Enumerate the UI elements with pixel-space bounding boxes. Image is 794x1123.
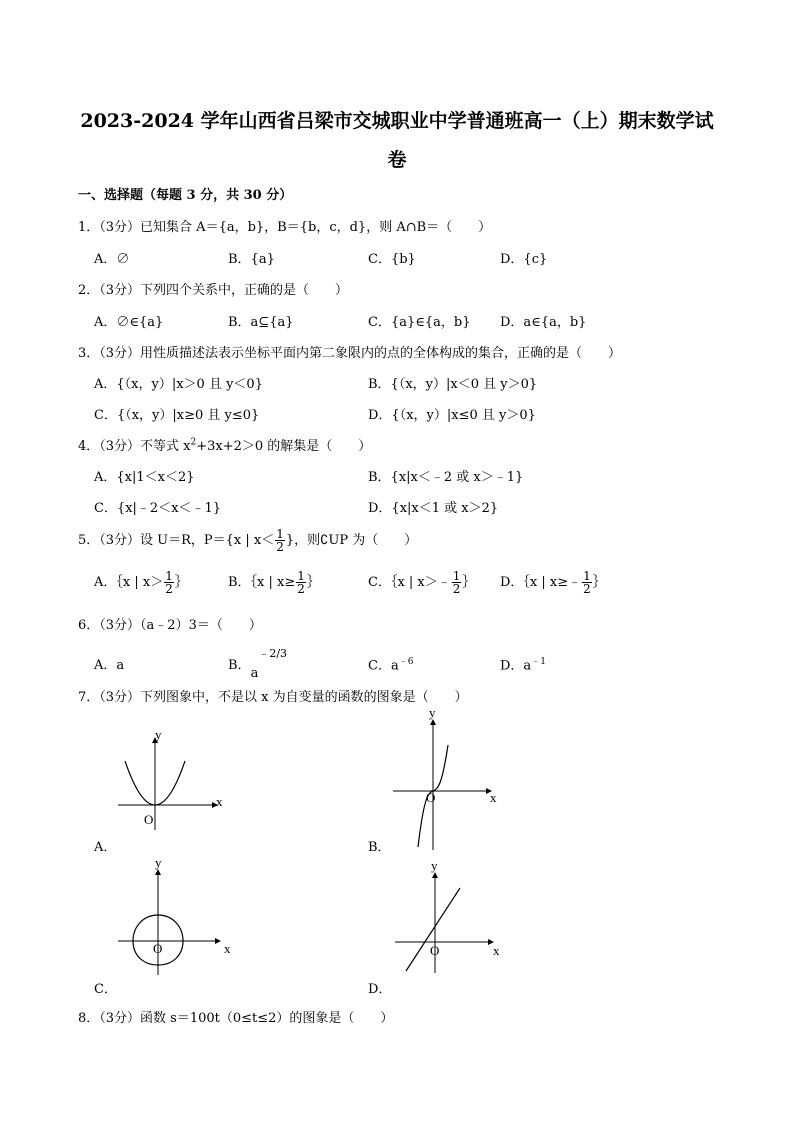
q5-option-text: B．｛x | x≥ [228,575,296,590]
q1-option-b: B．{a} [228,252,275,267]
q7-option-b: B． [368,840,391,855]
fraction-denominator: 2 [297,582,305,596]
q3-option-b: B．{（x，y）|x＜0 且 y＞0} [368,377,538,392]
q1-option-a: A．∅ [94,252,130,267]
line-graph [406,888,460,971]
q7-graph-c [115,855,240,975]
x-axis-label: x [493,943,500,958]
q7-graph-b [388,705,508,850]
q5-option-text: ｝ [462,575,476,590]
q7-option-c: C． [94,982,117,997]
fraction-numerator: 1 [165,569,173,583]
q2-option-c: C．{a}∈{a，b} [368,315,471,330]
x-axis-label: x [216,794,223,809]
fraction-numerator: 1 [452,569,461,583]
fraction [296,570,306,595]
question-4-stem [78,435,371,454]
q5-stem-part: 5．（3分）设 U＝R，P＝{x | x＜ [78,533,275,548]
fraction-denominator: 2 [165,582,173,596]
q5-option-b [228,570,320,595]
q2-option-a: A．∅∈{a} [94,315,164,330]
q3-option-a: A．{（x，y）|x＞0 且 y＜0} [94,377,263,392]
question-5-stem [78,528,417,553]
q5-option-c [368,570,475,595]
q5-option-text: ｝ [174,575,188,590]
x-axis-arrow [215,938,221,944]
q5-option-text: D．｛x | x≥﹣ [500,575,582,590]
origin-label: O [144,812,154,827]
q6-option-text: D．a [500,658,532,674]
fraction-denominator: 2 [276,540,284,554]
q4-exponent: 2 [190,437,197,448]
fraction-numerator: 1 [276,527,284,541]
fraction-numerator: 1 [297,569,305,583]
q6-base: a [250,666,259,681]
q1-option-d: D．{c} [500,252,548,267]
q6-option-text: C．a [368,658,399,674]
q6-option-text: B． [228,658,251,673]
q6-option-b [228,647,288,681]
fraction [582,570,592,595]
fraction-denominator: 2 [452,582,461,596]
question-1-stem: 1．（3分）已知集合 A＝{a，b}，B＝{b，c，d}，则 A∩B＝（ ） [78,220,492,235]
question-3-stem: 3．（3分）用性质描述法表示坐标平面内第二象限内的点的全体构成的集合，正确的是（ ） [78,346,622,361]
q4-stem-part: 4．（3分）不等式 x [78,439,191,454]
q7-option-d: D． [368,982,392,997]
q5-option-text: C．｛x | x＞﹣ [368,575,451,590]
origin-label: O [153,941,163,956]
q3-option-c: C．{（x，y）|x≥0 且 y≤0} [94,408,260,423]
q4-stem-part: +3x+2＞0 的解集是（ ） [196,439,372,454]
q5-option-text: A．｛x | x＞ [94,575,164,590]
page-title: 2023-2024 学年山西省吕梁市交城职业中学普通班高一（上）期末数学试 [80,110,714,132]
q5-option-text: ｝ [306,575,320,590]
fraction [452,570,462,595]
q4-option-b: B．{x|x＜﹣2 或 x＞﹣1} [368,470,524,485]
q4-option-a: A．{x|1＜x＜2} [94,470,195,485]
question-8-stem: 8．（3分）函数 s＝100t（0≤t≤2）的图象是（ ） [78,1011,394,1026]
q6-option-a: A．a [94,658,125,673]
y-axis-label: y [431,858,438,873]
y-axis-label: y [155,727,162,742]
origin-label: O [430,943,440,958]
fraction [275,528,285,553]
q2-option-b: B．a⊆{a} [228,315,294,330]
q5-option-text: ｝ [592,575,606,590]
q2-option-d: D．a∈{a，b} [500,315,587,330]
fraction [164,570,174,595]
fraction-denominator: 2 [583,582,591,596]
y-axis-label: y [429,705,436,720]
y-axis-label: y [155,855,162,870]
q5-option-d [500,570,606,595]
section-heading: 一、选择题（每题 3 分，共 30 分） [78,188,293,203]
q7-option-a: A． [94,840,117,855]
q6-exponent: ﹣2/3 [258,647,288,660]
fraction-numerator: 1 [583,569,591,583]
q7-graph-a [110,725,230,830]
x-axis-label: x [224,941,231,956]
x-axis-label: x [490,790,497,805]
q5-stem-part: }，则∁UP 为（ ） [285,533,418,548]
question-2-stem: 2．（3分）下列四个关系中，正确的是（ ） [78,283,349,298]
q4-option-c: C．{x|﹣2＜x＜﹣1} [94,501,222,516]
q4-option-d: D．{x|x＜1 或 x＞2} [368,501,499,516]
page-title-continued: 卷 [387,149,407,171]
origin-label: O [426,790,436,805]
q5-option-a [94,570,188,595]
q1-option-c: C．{b} [368,252,416,267]
q7-graph-d [390,858,510,973]
q6-option-d [500,654,546,673]
q6-exponent: ﹣1 [531,657,546,667]
question-6-stem: 6．（3分）（a﹣2）3＝（ ） [78,618,262,633]
q3-option-d: D．{（x，y）|x≤0 且 y＞0} [368,408,536,423]
q6-option-c [368,654,413,673]
q6-exponent: ﹣6 [398,657,414,667]
question-7-stem: 7．（3分）下列图象中，不是以 x 为自变量的函数的图象是（ ） [78,690,468,705]
